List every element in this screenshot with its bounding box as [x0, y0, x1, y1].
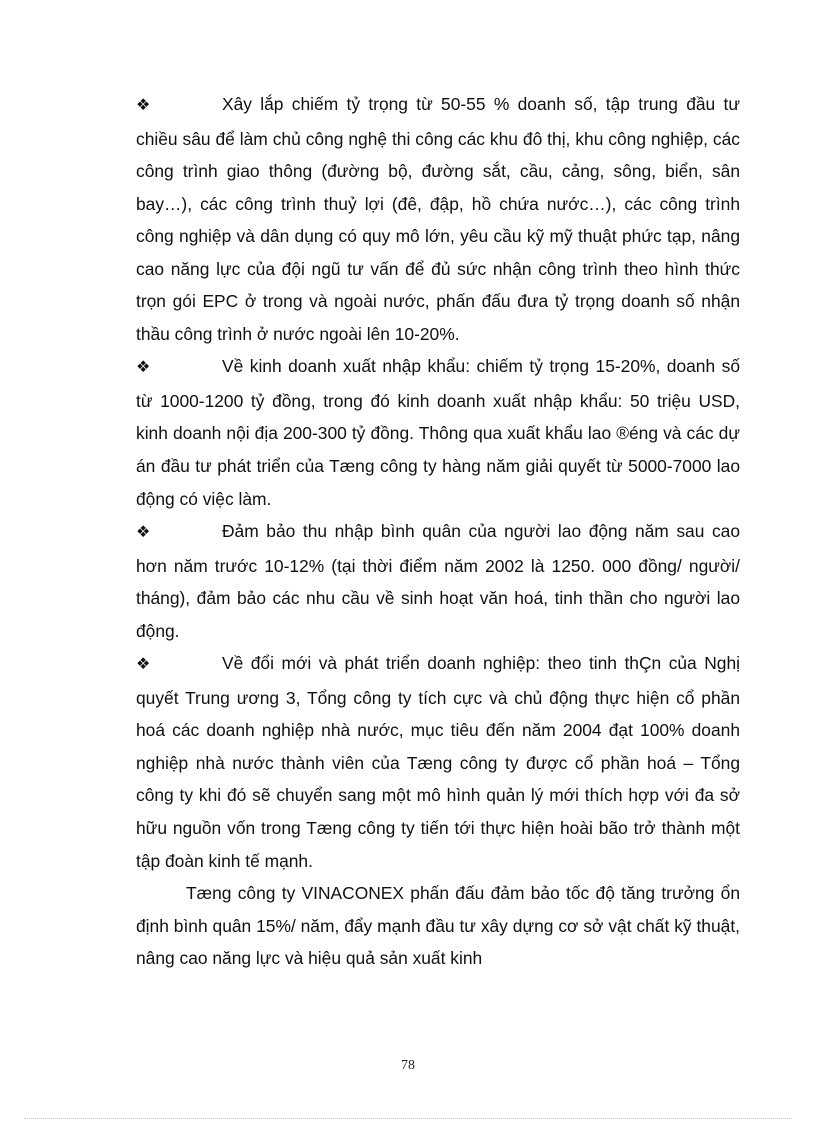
bullet-text: Xây lắp chiếm tỷ trọng từ 50-55 % doanh số, tập trung đầu tư chiều sâu để làm chủ công nghệ thi công các khu đô thị, khu công nghiệp, các công trình giao thông (đường bộ, đường sắt, cầu, cảng, sông, biển, sân bay…), các công trình thuỷ lợi (đê, đập, hồ chứa nước…), các công trình công nghiệp và dân dụng có quy mô lớn, yêu cầu kỹ mỹ thuật phức tạp, nâng cao năng lực của đội ngũ tư vấn để đủ sức nhận công trình theo hình thức trọn gói EPC ở trong và ngoài nước, phấn đấu đưa tỷ trọng doanh số nhận thầu công trình ở nước ngoài lên 10-20%.	[136, 94, 740, 344]
bullet-paragraph-4	[136, 647, 740, 877]
bullet-text: Đảm bảo thu nhập bình quân của người lao động năm sau cao hơn năm trước 10-12% (tại thời điểm năm 2002 là 1250. 000 đồng/ người/ tháng), đảm bảo các nhu cầu về sinh hoạt văn hoá, tinh thần cho người lao động.	[136, 521, 740, 641]
diamond-bullet-icon: ❖	[136, 359, 151, 377]
page-number: 78	[401, 1058, 415, 1073]
body-text	[136, 88, 740, 975]
footer-divider	[24, 1118, 792, 1119]
diamond-bullet-icon: ❖	[136, 524, 151, 542]
closing-paragraph: Tæng công ty VINACONEX phấn đấu đảm bảo tốc độ tăng trưởng ổn định bình quân 15%/ năm, đẩy mạnh đầu tư xây dựng cơ sở vật chất kỹ thuật, nâng cao năng lực và hiệu quả sản xuất kinh	[136, 883, 740, 969]
bullet-paragraph-3	[136, 515, 740, 647]
bullet-text: Về kinh doanh xuất nhập khẩu: chiếm tỷ trọng 15-20%, doanh số từ 1000-1200 tỷ đồng, trong đó kinh doanh xuất nhập khẩu: 50 triệu USD, kinh doanh nội địa 200-300 tỷ đồng. Thông qua xuất khẩu lao ®éng và các dự án đầu tư phát triển của Tæng công ty hàng năm giải quyết từ 5000-7000 lao động có việc làm.	[136, 356, 740, 509]
diamond-bullet-icon: ❖	[136, 97, 151, 114]
diamond-bullet-icon: ❖	[136, 656, 151, 674]
bullet-paragraph-1	[136, 88, 740, 350]
bullet-paragraph-2	[136, 350, 740, 515]
bullet-text: Về đổi mới và phát triển doanh nghiệp: theo tinh thÇn của Nghị quyết Trung ương 3, Tổng công ty tích cực và chủ động thực hiện cổ phần hoá các doanh nghiệp nhà nước, mục tiêu đến năm 2004 đạt 100% doanh nghiệp nhà nước thành viên của Tæng công ty được cổ phần hoá – Tổng công ty khi đó sẽ chuyển sang một mô hình quản lý mới thích hợp với đa sở hữu nguồn vốn trong Tæng công ty tiến tới thực hiện hoài bão trở thành một tập đoàn kinh tế mạnh.	[136, 653, 740, 871]
